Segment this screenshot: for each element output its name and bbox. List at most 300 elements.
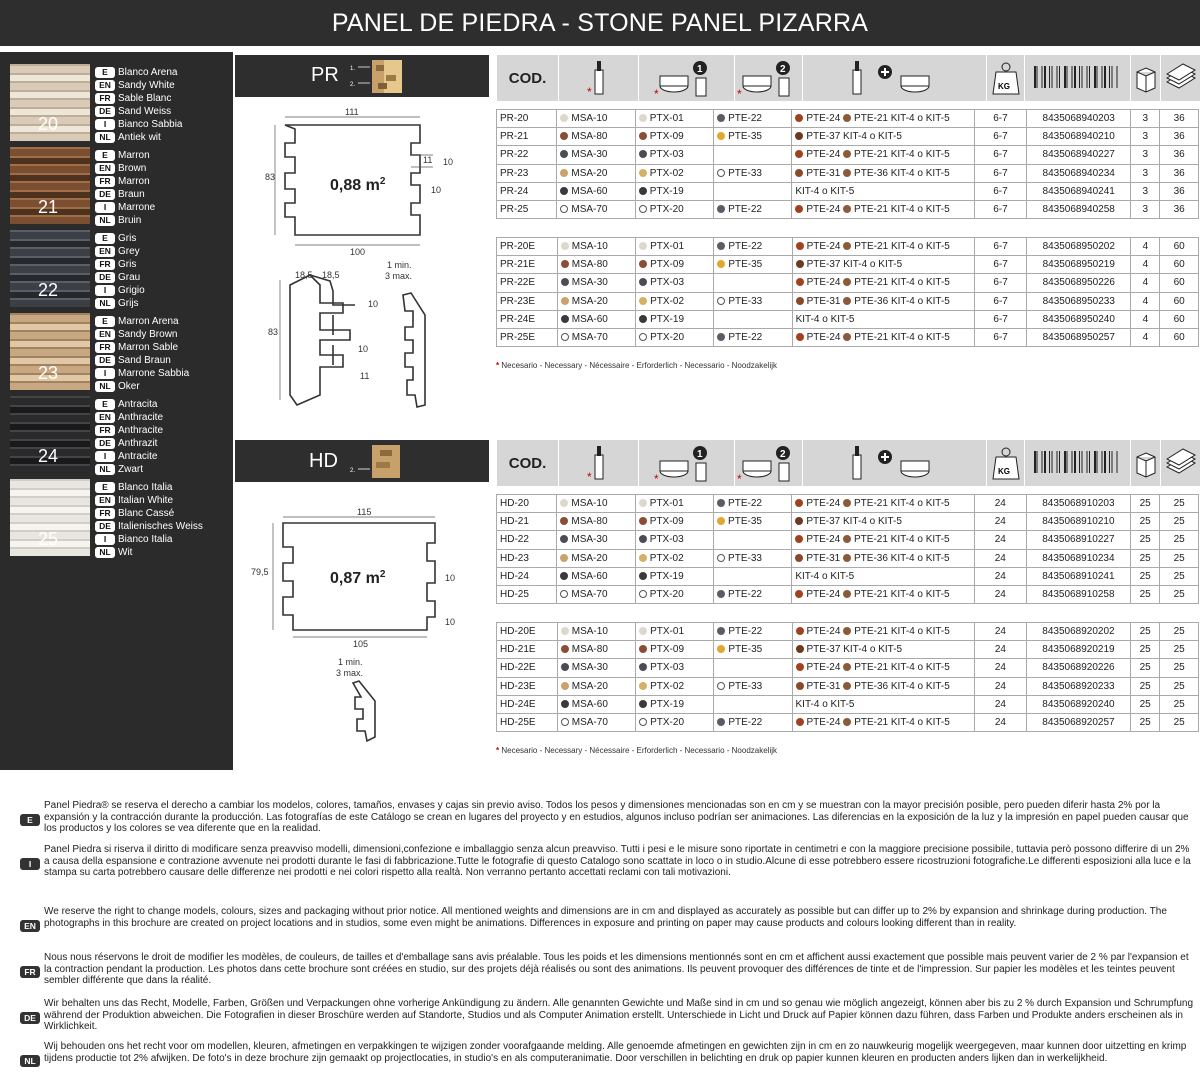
disclaimer-text: Wir behalten uns das Recht, Modelle, Farben, Größen und Verpackungen ohne vorherige Ankündigung zu ändern. Alle genannten Gewichte und Maße sind in cm und so genau wie möglich angezeigt, können aber bis zu 2 % durch Expansion und Schrumpfung während der Produktion abweichen. Die Fotografien in dieser Broschüre werden auf Standorte, Studios und als Computer Animation erstellt. Unterschiede in Licht und Druck auf Papier können dazu führen, dass Farben und Produkte anders erscheinen als in Wirklichkeit. (44, 998, 1194, 1032)
cell-pieces: 25 (1160, 641, 1199, 659)
pr-corner-d3: 11 (360, 371, 370, 381)
cell-weight: 24 (974, 585, 1026, 603)
cell-pieces: 60 (1160, 292, 1199, 310)
lang-code-badge: I (95, 285, 115, 296)
color-dot (843, 150, 851, 158)
color-dot (717, 297, 725, 305)
hd-dim-tooth: 10 (445, 573, 456, 583)
swatch-name-row (95, 494, 230, 507)
color-dot (717, 645, 725, 653)
color-name: Blanco Italia (118, 482, 173, 493)
lang-code-badge: E (95, 316, 115, 327)
color-dot (639, 627, 647, 635)
color-name: Sand Braun (118, 355, 171, 366)
color-dot (843, 718, 851, 726)
color-dot (560, 554, 568, 562)
cell-paint (714, 274, 792, 292)
cell-weight: 24 (975, 695, 1027, 713)
cell-adhesive: MSA-20 (557, 164, 635, 182)
lang-code-badge: E (95, 67, 115, 78)
color-dot (639, 718, 647, 726)
swatch-23 (10, 313, 90, 390)
color-dot (795, 535, 803, 543)
cell-sealer: PTX-20 (636, 328, 714, 346)
cell-paint: PTE-33 (714, 549, 792, 567)
swatch-name-row (95, 450, 230, 463)
header-weight-icon (986, 55, 1024, 101)
color-name: Bruin (118, 215, 142, 226)
adhesive-tube-icon (584, 58, 614, 98)
cell-barcode: 8435068920226 (1026, 659, 1130, 677)
lang-code-badge: EN (95, 246, 115, 257)
color-dot (717, 627, 725, 635)
lang-code-badge: NL (95, 298, 115, 309)
pr-corner-dim-1: 18,5 (295, 270, 313, 280)
cell-box-qty: 4 (1131, 292, 1160, 310)
color-dot (717, 682, 725, 690)
cell-sealer: PTX-03 (635, 531, 713, 549)
color-name: Grey (118, 246, 140, 257)
svg-text:2: 2 (780, 64, 786, 75)
color-name: Oker (118, 381, 140, 392)
cell-kit: PTE-24 PTE-21 KIT-4 o KIT-5 (792, 659, 975, 677)
color-name: Anthracite (118, 425, 164, 436)
table-row (497, 164, 1199, 182)
cell-pieces: 36 (1160, 182, 1199, 200)
cell-paint (714, 695, 792, 713)
svg-text:*: * (737, 472, 742, 483)
color-dot (795, 114, 803, 122)
color-name: Brown (118, 163, 147, 174)
box-icon (1133, 58, 1159, 98)
cell-weight: 24 (974, 513, 1026, 531)
color-dot (639, 315, 647, 323)
cell-barcode: 8435068920233 (1026, 677, 1130, 695)
cell-box-qty: 25 (1131, 567, 1160, 585)
cell-kit: KIT-4 o KIT-5 (792, 567, 975, 585)
cell-pieces: 25 (1160, 513, 1199, 531)
cell-pieces: 60 (1160, 328, 1199, 346)
color-name: Marron (118, 150, 150, 161)
color-dot (560, 205, 568, 213)
cell-kit: PTE-24 PTE-21 KIT-4 o KIT-5 (792, 585, 975, 603)
cell-code: PR-25 (497, 200, 557, 218)
pr-model-header (235, 55, 489, 97)
lang-code-badge: DE (95, 355, 115, 366)
cell-pieces: 25 (1160, 713, 1199, 731)
color-dot (561, 242, 569, 250)
table-row (497, 513, 1199, 531)
lang-code-badge: NL (95, 381, 115, 392)
swatch-22 (10, 230, 90, 307)
cell-adhesive: MSA-80 (557, 641, 635, 659)
pr-table-header (496, 55, 1200, 101)
cell-pieces: 25 (1160, 585, 1199, 603)
color-dot (843, 297, 851, 305)
cell-barcode: 8435068940234 (1026, 164, 1130, 182)
color-dot (639, 517, 647, 525)
lang-code-badge: EN (95, 163, 115, 174)
disclaimer-lang-badge: FR (20, 966, 40, 978)
cell-code: HD-23E (497, 677, 558, 695)
color-dot (843, 554, 851, 562)
cell-code: PR-23 (497, 164, 557, 182)
color-dot (561, 645, 569, 653)
disclaimer-lang-badge: I (20, 858, 40, 870)
pr-mark-2: 2. (350, 82, 356, 88)
lang-code-badge: I (95, 534, 115, 545)
cell-pieces: 25 (1160, 677, 1199, 695)
cell-box-qty: 25 (1131, 495, 1160, 513)
color-dot (717, 114, 725, 122)
cell-kit: KIT-4 o KIT-5 (792, 310, 975, 328)
swatch-name-row (95, 258, 230, 271)
color-name: Antiek wit (118, 132, 161, 143)
color-dot (561, 682, 569, 690)
cell-adhesive: MSA-20 (557, 292, 635, 310)
cell-box-qty: 25 (1131, 585, 1160, 603)
color-dot (560, 187, 568, 195)
swatch-name-row (95, 66, 230, 79)
cell-box-qty: 25 (1131, 659, 1160, 677)
color-dot (796, 297, 804, 305)
cell-sealer: PTX-19 (635, 182, 713, 200)
color-dot (560, 114, 568, 122)
cell-kit: PTE-31 PTE-36 KIT-4 o KIT-5 (792, 164, 975, 182)
cell-box-qty: 4 (1131, 328, 1160, 346)
pr-panel-thumbnail (350, 57, 450, 95)
table-row (497, 292, 1199, 310)
cell-code: HD-22E (497, 659, 558, 677)
hd-table-corner (496, 622, 1199, 732)
cell-weight: 6-7 (975, 328, 1027, 346)
hd-gap-max: 3 max. (336, 668, 364, 678)
cell-weight: 6-7 (975, 256, 1027, 274)
color-dot (717, 333, 725, 341)
table-row (497, 146, 1199, 164)
color-name: Sable Blanc (118, 93, 172, 104)
cell-weight: 6-7 (975, 274, 1027, 292)
color-name: Anthracite (118, 412, 164, 423)
disclaimer-lang-badge: EN (20, 920, 40, 932)
cell-paint: PTE-22 (714, 110, 792, 128)
cell-box-qty: 3 (1131, 128, 1160, 146)
cell-box-qty: 3 (1131, 200, 1160, 218)
table-row (497, 495, 1199, 513)
svg-text:2: 2 (780, 449, 786, 460)
color-dot (717, 718, 725, 726)
cell-pieces: 25 (1160, 659, 1199, 677)
cell-barcode: 8435068910210 (1026, 513, 1130, 531)
barcode-icon (1028, 443, 1128, 483)
cell-box-qty: 3 (1131, 146, 1160, 164)
color-name: Blanco Arena (118, 67, 178, 78)
sealer-step2-icon (735, 443, 802, 483)
hd-dim-base: 105 (353, 639, 369, 649)
cell-adhesive: MSA-70 (557, 200, 635, 218)
cell-kit: PTE-24 PTE-21 KIT-4 o KIT-5 (792, 200, 975, 218)
color-name: Blanc Cassé (118, 508, 175, 519)
cell-paint: PTE-22 (714, 200, 792, 218)
cell-kit: PTE-24 PTE-21 KIT-4 o KIT-5 (792, 110, 975, 128)
sealer-step2-icon (735, 58, 802, 98)
cell-barcode: 8435068940258 (1026, 200, 1130, 218)
cell-weight: 6-7 (974, 146, 1026, 164)
cell-pieces: 36 (1160, 164, 1199, 182)
cell-code: HD-20E (497, 623, 558, 641)
swatch-name-row (95, 533, 230, 546)
svg-text:1: 1 (696, 64, 703, 75)
cell-code: HD-21 (497, 513, 557, 531)
cell-sealer: PTX-02 (635, 549, 713, 567)
lang-code-badge: EN (95, 329, 115, 340)
table-row (497, 274, 1199, 292)
disclaimer-text: We reserve the right to change models, colours, sizes and packaging without prior notice. All mentioned weights and dimensions are in cm and displayed as accurately as possible but can differ up to 2% by expansion and shrinkage during production. The photographs in this brochure are created on project locations and in studios, some even might be animations. Differences in exposure and printing on paper may cause products and colours looking different than in reality. (44, 906, 1167, 929)
swatch-names (95, 66, 230, 144)
table-row (497, 238, 1199, 256)
cell-kit: PTE-24 PTE-21 KIT-4 o KIT-5 (792, 274, 975, 292)
lang-code-badge: FR (95, 176, 115, 187)
cell-box-qty: 25 (1131, 513, 1160, 531)
panels-stack-icon (1163, 443, 1199, 483)
swatch-name-row (95, 118, 230, 131)
svg-text:KG: KG (997, 467, 1010, 476)
cell-sealer: PTX-20 (635, 200, 713, 218)
lang-code-badge: FR (95, 259, 115, 270)
color-dot (796, 645, 804, 653)
cell-code: HD-21E (497, 641, 558, 659)
header-sealer-step2-icon (734, 440, 802, 486)
cell-pieces: 25 (1160, 567, 1199, 585)
color-name: Marrone (118, 202, 156, 213)
color-dot (561, 297, 569, 305)
cell-pieces: 25 (1160, 531, 1199, 549)
color-dot (561, 663, 569, 671)
hd-required-note: * Necesario - Necessary - Nécessaire - Erforderlich - Necessario - Noodzakelijk (496, 746, 777, 755)
color-dot (717, 590, 725, 598)
svg-text:KG: KG (997, 82, 1010, 91)
cell-weight: 24 (974, 549, 1026, 567)
cell-adhesive: MSA-80 (557, 128, 635, 146)
header-sealer-step1-icon (638, 440, 734, 486)
cell-weight: 24 (975, 677, 1027, 695)
hd-model-label: HD (309, 450, 338, 472)
cell-kit: PTE-24 PTE-21 KIT-4 o KIT-5 (792, 238, 975, 256)
swatch-name-row (95, 162, 230, 175)
cell-adhesive: MSA-60 (557, 695, 635, 713)
header-box-icon (1130, 440, 1160, 486)
color-dot (561, 718, 569, 726)
cell-barcode: 8435068920240 (1026, 695, 1130, 713)
cell-barcode: 8435068910258 (1026, 585, 1130, 603)
color-dot (843, 499, 851, 507)
panels-stack-icon (1163, 58, 1199, 98)
cell-pieces: 36 (1160, 128, 1199, 146)
table-row (497, 128, 1199, 146)
pr-dim-width: 111 (345, 107, 359, 117)
lang-code-badge: I (95, 368, 115, 379)
table-row (497, 567, 1199, 585)
color-dot (796, 627, 804, 635)
cell-box-qty: 25 (1131, 641, 1160, 659)
table-row (497, 110, 1199, 128)
color-dot (639, 663, 647, 671)
disclaimer-lang-badge: NL (20, 1055, 40, 1067)
cell-sealer: PTX-01 (635, 495, 713, 513)
table-row (497, 677, 1199, 695)
pr-mark-1: 1. (350, 66, 356, 72)
pr-corner-height: 83 (268, 327, 279, 337)
cell-adhesive: MSA-30 (557, 274, 635, 292)
cell-box-qty: 3 (1131, 164, 1160, 182)
cell-pieces: 60 (1160, 310, 1199, 328)
cell-weight: 6-7 (974, 128, 1026, 146)
swatch-name-row (95, 341, 230, 354)
cell-kit: PTE-24 PTE-21 KIT-4 o KIT-5 (792, 623, 975, 641)
cell-sealer: PTX-09 (635, 128, 713, 146)
cell-box-qty: 25 (1131, 713, 1160, 731)
cell-code: PR-20E (497, 238, 558, 256)
header-barcode-icon (1024, 440, 1130, 486)
cell-barcode: 8435068920202 (1026, 623, 1130, 641)
lang-code-badge: DE (95, 106, 115, 117)
cell-kit: KIT-4 o KIT-5 (792, 695, 975, 713)
cell-pieces: 60 (1160, 274, 1199, 292)
color-name: Grau (118, 272, 141, 283)
cell-box-qty: 25 (1131, 677, 1160, 695)
cell-barcode: 8435068910203 (1026, 495, 1130, 513)
color-dot (639, 572, 647, 580)
cell-adhesive: MSA-10 (557, 623, 635, 641)
cell-paint: PTE-22 (714, 713, 792, 731)
pr-corner-d2: 10 (358, 344, 369, 354)
cell-paint: PTE-35 (714, 641, 792, 659)
swatch-names (95, 398, 230, 476)
color-dot (639, 297, 647, 305)
swatch-name-row (95, 271, 230, 284)
lang-code-badge: EN (95, 412, 115, 423)
cell-box-qty: 4 (1131, 256, 1160, 274)
header-panels-stack-icon (1160, 55, 1200, 101)
color-dot (639, 554, 647, 562)
cell-adhesive: MSA-80 (557, 256, 635, 274)
color-dot (843, 590, 851, 598)
color-dot (561, 260, 569, 268)
cell-sealer: PTX-03 (636, 274, 714, 292)
cell-adhesive: MSA-10 (557, 238, 635, 256)
lang-code-badge: EN (95, 495, 115, 506)
hd-mark-2: 2. (350, 468, 356, 474)
cell-adhesive: MSA-80 (557, 513, 635, 531)
swatch-name-row (95, 481, 230, 494)
hd-model-header (235, 440, 489, 482)
table-row (497, 200, 1199, 218)
cell-paint (714, 567, 792, 585)
lang-code-badge: EN (95, 80, 115, 91)
swatch-name-row (95, 131, 230, 144)
cell-box-qty: 25 (1131, 531, 1160, 549)
cell-kit: PTE-37 KIT-4 o KIT-5 (792, 256, 975, 274)
swatch-names (95, 232, 230, 310)
color-name: Braun (118, 189, 145, 200)
cell-adhesive: MSA-60 (557, 182, 635, 200)
table-row (497, 695, 1199, 713)
lang-code-badge: E (95, 150, 115, 161)
box-icon (1133, 443, 1159, 483)
swatch-name-row (95, 214, 230, 227)
cell-barcode: 8435068950240 (1027, 310, 1131, 328)
cell-kit: PTE-37 KIT-4 o KIT-5 (792, 641, 975, 659)
cell-adhesive: MSA-70 (557, 328, 635, 346)
cell-paint (714, 310, 792, 328)
cell-paint: PTE-33 (714, 677, 792, 695)
cell-barcode: 8435068950226 (1027, 274, 1131, 292)
lang-code-badge: FR (95, 342, 115, 353)
adhesive-tube-icon (584, 443, 614, 483)
table-row (497, 256, 1199, 274)
swatch-number: 22 (38, 280, 59, 300)
color-dot (561, 627, 569, 635)
lang-code-badge: FR (95, 93, 115, 104)
cell-pieces: 60 (1160, 238, 1199, 256)
cell-barcode: 8435068910234 (1026, 549, 1130, 567)
lang-code-badge: NL (95, 547, 115, 558)
color-name: Marron Arena (118, 316, 179, 327)
color-dot (796, 718, 804, 726)
cell-weight: 6-7 (975, 292, 1027, 310)
cell-kit: PTE-24 PTE-21 KIT-4 o KIT-5 (792, 713, 975, 731)
cell-sealer: PTX-01 (636, 623, 714, 641)
table-row (497, 182, 1199, 200)
cell-sealer: PTX-20 (636, 713, 714, 731)
lang-code-badge: DE (95, 272, 115, 283)
cell-paint: PTE-35 (714, 128, 792, 146)
weight-icon (991, 58, 1021, 98)
cell-paint: PTE-22 (714, 623, 792, 641)
cell-weight: 24 (975, 641, 1027, 659)
swatch-number: 23 (38, 363, 59, 383)
cod-label: COD. (508, 69, 547, 87)
color-dot (717, 169, 725, 177)
pr-table-standard (496, 109, 1199, 219)
swatch-name-row (95, 201, 230, 214)
color-dot (560, 150, 568, 158)
table-row (497, 713, 1199, 731)
swatch-name-row (95, 297, 230, 310)
color-dot (796, 663, 804, 671)
cell-pieces: 25 (1160, 695, 1199, 713)
swatch-25 (10, 479, 90, 556)
color-dot (843, 627, 851, 635)
cell-weight: 24 (974, 531, 1026, 549)
color-dot (796, 242, 804, 250)
cell-kit: PTE-24 PTE-21 KIT-4 o KIT-5 (792, 495, 975, 513)
hd-dim-tooth2: 10 (445, 617, 456, 627)
pr-required-note: * Necesario - Necessary - Nécessaire - Erforderlich - Necessario - Noodzakelijk (496, 361, 777, 370)
cell-pieces: 25 (1160, 549, 1199, 567)
cell-kit: KIT-4 o KIT-5 (792, 182, 975, 200)
cell-box-qty: 4 (1131, 310, 1160, 328)
header-kit-icon (802, 55, 986, 101)
cell-sealer: PTX-03 (636, 659, 714, 677)
cell-paint (714, 146, 792, 164)
cell-barcode: 8435068940241 (1026, 182, 1130, 200)
svg-text:1: 1 (696, 449, 703, 460)
swatch-name-row (95, 92, 230, 105)
cell-code: PR-21E (497, 256, 558, 274)
cell-sealer: PTX-02 (636, 677, 714, 695)
color-name: Wit (118, 547, 133, 558)
